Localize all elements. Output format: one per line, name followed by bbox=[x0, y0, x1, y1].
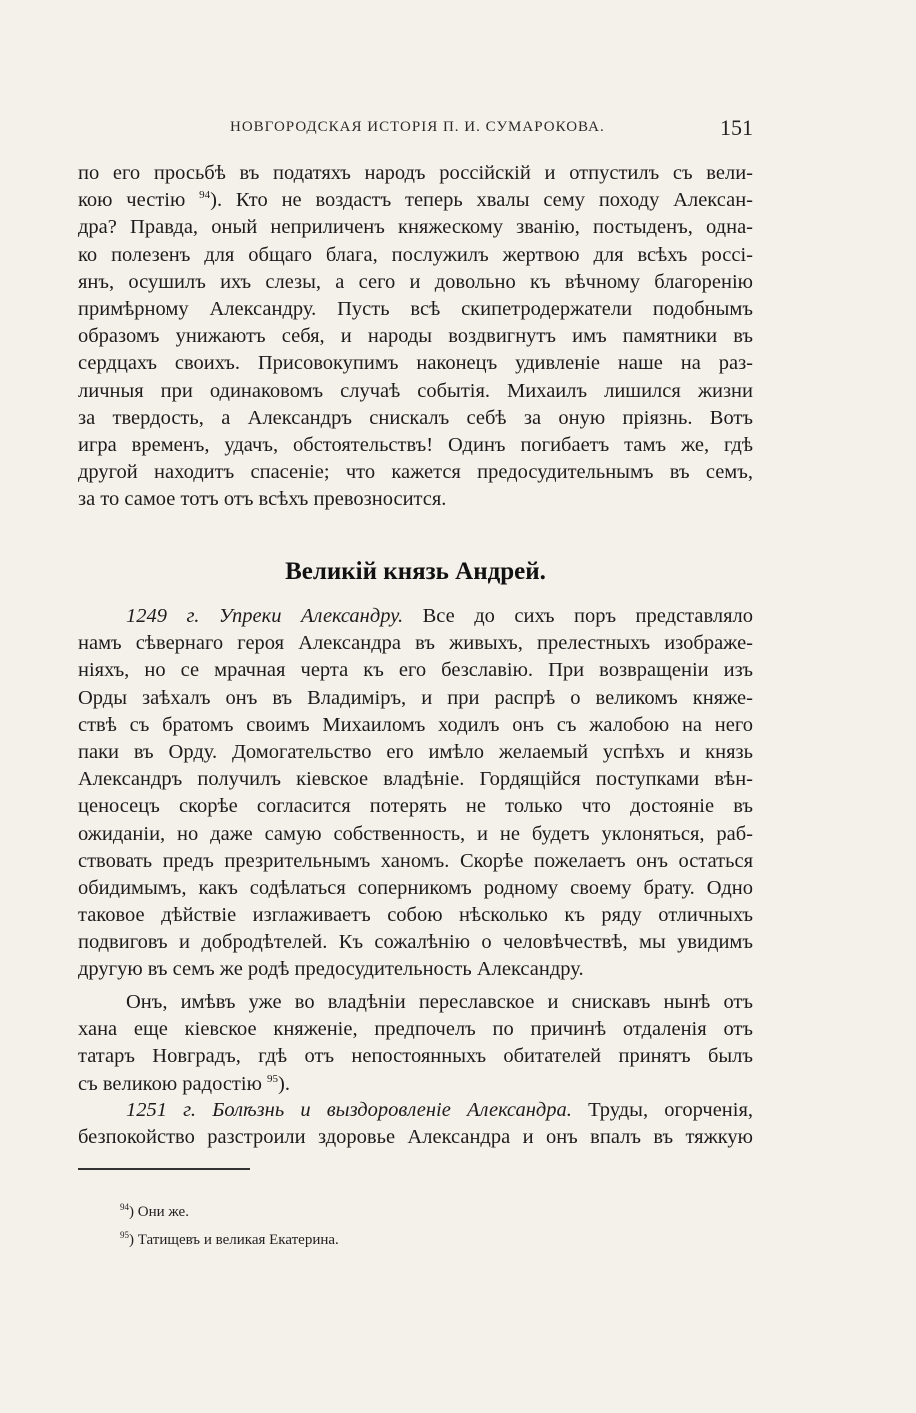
text-line: подвиговъ и добродѣтелей. Къ сожалѣнію о человѣчествѣ, мы увидимъ bbox=[78, 931, 753, 954]
margin-date: 1251 г. bbox=[126, 1099, 197, 1121]
text-line: 1251 г. Болѣзнь и выздоровленіе Александра. Труды, огорченія, bbox=[126, 1099, 753, 1121]
text-line: Онъ, имѣвъ уже во владѣніи переславское и снискавъ нынѣ отъ bbox=[126, 991, 753, 1013]
text-line: ожиданіи, но даже самую собственность, и не будетъ уклоняться, раб- bbox=[78, 822, 753, 845]
text-line: янъ, осушилъ ихъ слезы, а сего и довольно къ вѣчному благоренію bbox=[78, 270, 753, 293]
text-line: Орды заѣхалъ онъ въ Владиміръ, и при распрѣ о великомъ княже- bbox=[78, 686, 753, 709]
text-line: Александръ получилъ кіевское владѣніе. Гордящійся поступками вѣн- bbox=[78, 768, 753, 791]
paragraph-2 bbox=[78, 603, 753, 984]
running-head bbox=[78, 115, 753, 145]
text-line: другую въ семъ же родѣ предосудительность Александру. bbox=[78, 958, 584, 981]
text-line: паки въ Орду. Домогательство его имѣло желаемый успѣхъ и князь bbox=[78, 740, 753, 763]
text-line: за твердость, а Александръ снискалъ себѣ за оную пріязнь. Вотъ bbox=[78, 406, 753, 429]
footnotes bbox=[120, 1198, 339, 1254]
text-line: ценосецъ скорѣе согласится потерять не только что достояніе въ bbox=[78, 795, 753, 818]
footnote-95: $^{95}$) Татищевъ и великая Екатерина. bbox=[120, 1230, 339, 1248]
text-line: кою честію $^{94}$). Кто не воздастъ теперь хвалы сему походу Алексан- bbox=[78, 189, 753, 212]
paragraph-3 bbox=[78, 989, 753, 1098]
text-line: другой находитъ спасеніе; что кажется предосудительнымъ въ семъ, bbox=[78, 461, 753, 484]
text-line: личныя при одинаковомъ случаѣ событія. Михаилъ лишился жизни bbox=[78, 379, 753, 402]
section-title: Великій князь Андрей. bbox=[285, 558, 546, 585]
text-line: таковое дѣйствіе изглаживаетъ собою нѣсколько къ ряду отличныхъ bbox=[78, 904, 753, 927]
footnote-ref: 94 bbox=[199, 189, 211, 202]
text-line: ко полезенъ для общаго блага, послужилъ жертвою для всѣхъ росcі- bbox=[78, 243, 753, 266]
text-line: за то самое тотъ отъ всѣхъ превозносится. bbox=[78, 488, 447, 511]
margin-date: 1249 г. bbox=[126, 605, 200, 627]
text-line: игра временъ, удачъ, обстоятельствъ! Одинъ погибаетъ тамъ же, гдѣ bbox=[78, 433, 753, 456]
text-line: 1249 г. Упреки Александру. Все до сихъ поръ представляло bbox=[126, 605, 753, 627]
running-title: НОВГОРОДСКАЯ ИСТОРІЯ П. И. СУМАРОКОВА. bbox=[230, 119, 605, 135]
text-line: обидимымъ, какъ содѣлаться соперникомъ родному своему брату. Одно bbox=[78, 876, 753, 899]
text-line: намъ сѣвернаго героя Александра въ живыхъ, прелестныхъ изображе- bbox=[78, 632, 753, 655]
text-line: примѣрному Александру. Пусть всѣ скипетродержатели подобнымъ bbox=[78, 297, 753, 320]
paragraph-4 bbox=[78, 1097, 753, 1151]
text-line: безпокойство разстроили здоровье Александра и онъ впалъ въ тяжкую bbox=[78, 1126, 753, 1149]
text-line: ствѣ съ братомъ своимъ Михаиломъ ходилъ онъ съ жалобою на него bbox=[78, 713, 753, 736]
text-line: образомъ унижаютъ себя, и народы воздвигнутъ имъ памятники въ bbox=[78, 325, 753, 348]
text-line: дра? Правда, оный неприличенъ княжескому званію, постыденъ, одна- bbox=[78, 216, 753, 239]
page-number: 151 bbox=[720, 115, 753, 140]
side-heading: Болѣзнь и выздоровленіе Александра. bbox=[212, 1099, 572, 1121]
text-line: сердцахъ своихъ. Присовокупимъ наконецъ удивленіе наше на раз- bbox=[78, 352, 753, 375]
footnote-divider bbox=[78, 1168, 250, 1170]
paragraph-1 bbox=[78, 160, 753, 513]
text-line: ствовать предъ презрительнымъ ханомъ. Скорѣе пожелаетъ онъ остаться bbox=[78, 849, 753, 872]
text-line: ніяхъ, но се мрачная черта къ его безславію. При возвращеніи изъ bbox=[78, 659, 753, 682]
footnote-94: $^{94}$) Они же. bbox=[120, 1202, 189, 1220]
text-line: татаръ Новградъ, гдѣ отъ непостоянныхъ обитателей принятъ былъ bbox=[78, 1045, 753, 1068]
text-line: хана еще кіевское княженіе, предпочелъ по причинѣ отдаленія отъ bbox=[78, 1018, 753, 1041]
text-line: по его просьбѣ въ податяхъ народъ россійскій и отпустилъ съ вели- bbox=[78, 162, 753, 184]
footnote-ref: 95 bbox=[267, 1072, 279, 1085]
side-heading: Упреки Александру. bbox=[218, 605, 404, 627]
text-line: съ великою радостію $^{95}$). bbox=[78, 1072, 290, 1095]
